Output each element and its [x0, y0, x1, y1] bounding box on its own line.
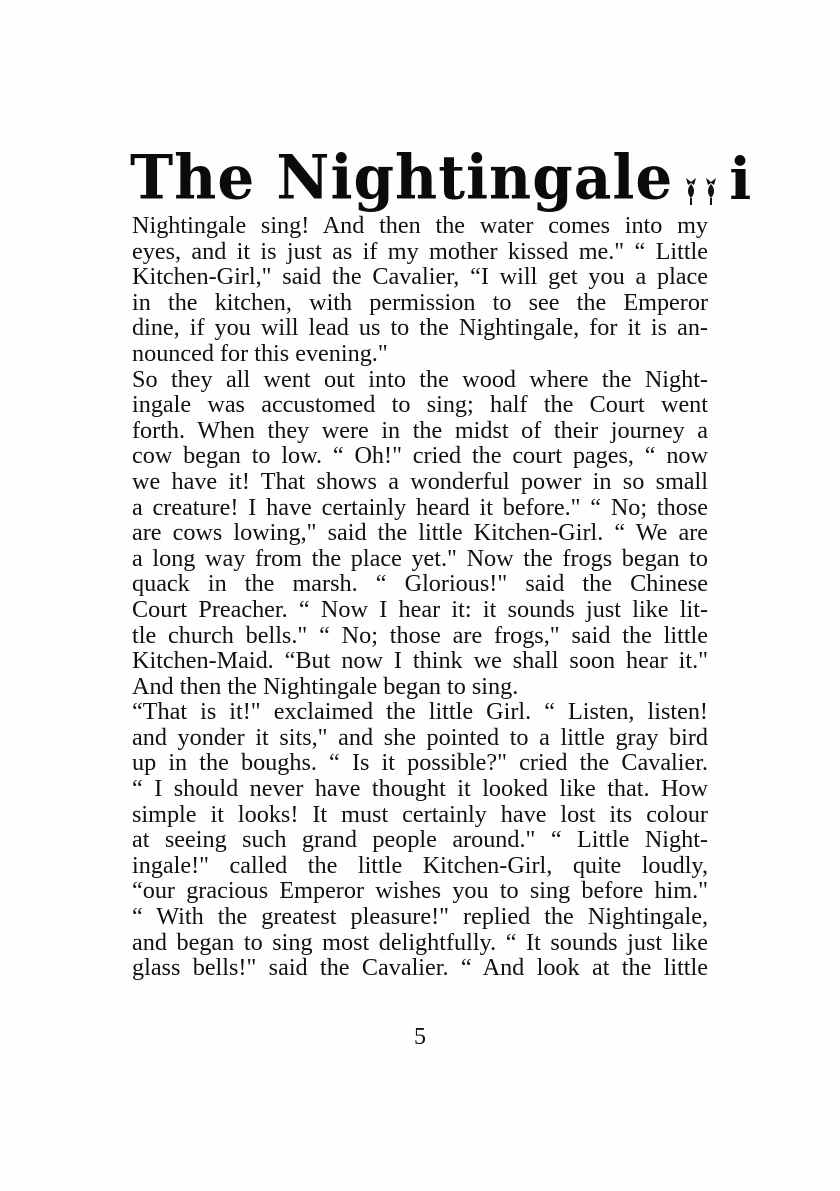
text-line: up in the boughs. “ Is it possible?" cried the Cavalier. — [132, 749, 708, 777]
text-line: at seeing such grand people around." “ Little Night- — [132, 826, 708, 854]
running-header — [130, 132, 752, 214]
text-line: So they all went out into the wood where the Night- — [132, 365, 708, 393]
text-line: and yonder it sits," and she pointed to a little gray bird — [132, 723, 708, 751]
text-line: a long way from the place yet." Now the frogs began to — [132, 544, 708, 572]
text-line: simple it looks! It must certainly have lost its colour — [132, 800, 708, 828]
text-line: Nightingale sing! And then the water comes into my — [132, 212, 708, 239]
text-line: “ I should never have thought it looked like that. How — [132, 775, 708, 803]
text-line: quack in the marsh. “ Glorious!" said the Chinese — [132, 570, 708, 598]
text-line: are cows lowing," said the little Kitchen-Girl. “ We are — [132, 519, 708, 547]
text-line: cow began to low. “ Oh!" cried the court pages, “ now — [132, 442, 708, 470]
text-line: in the kitchen, with permission to see the Emperor — [132, 288, 708, 316]
body-text — [132, 213, 708, 981]
text-line: nounced for this evening." — [132, 339, 388, 367]
page-title: The Nightingale — [130, 141, 674, 214]
leaf-ornament-icon — [705, 176, 717, 206]
text-line: eyes, and it is just as if my mother kissed me." “ Little — [132, 237, 708, 265]
text-line: ingale!" called the little Kitchen-Girl, quite loudly, — [132, 851, 708, 879]
text-line: forth. When they were in the midst of their journey a — [132, 416, 708, 444]
text-line: And then the Nightingale began to sing. — [132, 672, 519, 700]
leaf-ornament-icon — [685, 176, 697, 206]
header-ornaments — [685, 176, 725, 212]
text-line: dine, if you will lead us to the Nightingale, for it is an- — [132, 314, 708, 342]
text-line: “our gracious Emperor wishes you to sing before him." — [132, 877, 708, 905]
text-line: Court Preacher. “ Now I hear it: it sounds just like lit- — [132, 595, 708, 623]
text-line: Kitchen-Maid. “But now I think we shall soon hear it." — [132, 647, 708, 675]
text-line: Kitchen-Girl," said the Cavalier, “I will get you a place — [132, 263, 708, 291]
text-line: we have it! That shows a wonderful power in so small — [132, 467, 708, 495]
text-line: a creature! I have certainly heard it before." “ No; those — [132, 493, 708, 521]
page-number: 5 — [414, 1024, 426, 1050]
text-line: tle church bells." “ No; those are frogs," said the little — [132, 621, 708, 649]
text-line: “ With the greatest pleasure!" replied the Nightingale, — [132, 903, 708, 931]
text-line: and began to sing most delightfully. “ It sounds just like — [132, 928, 708, 956]
header-folio: i — [729, 145, 752, 213]
text-line: ingale was accustomed to sing; half the Court went — [132, 391, 708, 419]
text-line: glass bells!" said the Cavalier. “ And look at the little — [132, 954, 708, 982]
text-line: “That is it!" exclaimed the little Girl. “ Listen, listen! — [132, 698, 708, 726]
